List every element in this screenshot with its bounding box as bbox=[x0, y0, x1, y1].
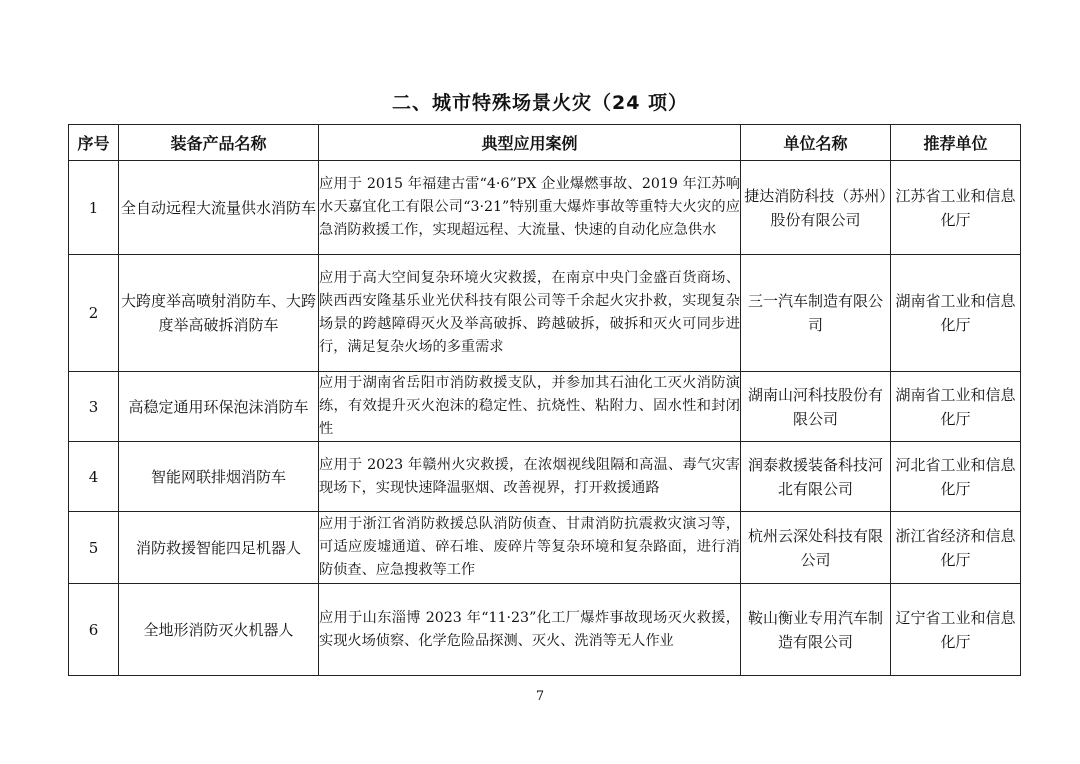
application-case: 应用于 2023 年赣州火灾救援，在浓烟视线阻隔和高温、毒气灾害现场下，实现快速降温驱烟、改善视界，打开救援通路 bbox=[319, 442, 741, 512]
application-case: 应用于浙江省消防救援总队消防侦查、甘肃消防抗震救灾演习等，可适应废墟通道、碎石堆、废碎片等复杂环境和复杂路面，进行消防侦查、应急搜救等工作 bbox=[319, 512, 741, 584]
application-case: 应用于 2015 年福建古雷“4·6”PX 企业爆燃事故、2019 年江苏响水天嘉宜化工有限公司“3·21”特别重大爆炸事故等重特大火灾的应急消防救援工作，实现超远程、大流量、快速的自动化应急供水 bbox=[319, 161, 741, 255]
company-name: 捷达消防科技（苏州）股份有限公司 bbox=[741, 161, 891, 255]
product-name: 大跨度举高喷射消防车、大跨度举高破拆消防车 bbox=[119, 255, 319, 372]
product-name: 全自动远程大流量供水消防车 bbox=[119, 161, 319, 255]
table-row bbox=[69, 512, 1021, 584]
recommender: 湖南省工业和信息化厅 bbox=[891, 255, 1021, 372]
page-number: 7 bbox=[535, 689, 545, 704]
recommender: 浙江省经济和信息化厅 bbox=[891, 512, 1021, 584]
application-case: 应用于山东淄博 2023 年“11·23”化工厂爆炸事故现场灭火救援，实现火场侦察、化学危险品探测、灭火、洗消等无人作业 bbox=[319, 584, 741, 676]
recommender: 湖南省工业和信息化厅 bbox=[891, 372, 1021, 442]
recommender: 辽宁省工业和信息化厅 bbox=[891, 584, 1021, 676]
company-name: 鞍山衡业专用汽车制造有限公司 bbox=[741, 584, 891, 676]
section-title: 二、城市特殊场景火灾（24 项） bbox=[391, 92, 689, 114]
row-index: 2 bbox=[69, 255, 119, 372]
company-name: 润泰救援装备科技河北有限公司 bbox=[741, 442, 891, 512]
product-name: 全地形消防灭火机器人 bbox=[119, 584, 319, 676]
row-index: 4 bbox=[69, 442, 119, 512]
header-index: 序号 bbox=[69, 125, 119, 161]
row-index: 5 bbox=[69, 512, 119, 584]
application-case: 应用于湖南省岳阳市消防救援支队，并参加其石油化工灭火消防演练，有效提升灭火泡沫的稳定性、抗烧性、粘附力、固水性和封闭性 bbox=[319, 372, 741, 442]
row-index: 6 bbox=[69, 584, 119, 676]
table-row bbox=[69, 372, 1021, 442]
recommender: 江苏省工业和信息化厅 bbox=[891, 161, 1021, 255]
table-row bbox=[69, 255, 1021, 372]
recommender: 河北省工业和信息化厅 bbox=[891, 442, 1021, 512]
product-name: 高稳定通用环保泡沫消防车 bbox=[119, 372, 319, 442]
table-header-row bbox=[69, 125, 1021, 161]
row-index: 1 bbox=[69, 161, 119, 255]
equipment-table bbox=[68, 124, 1021, 676]
application-case: 应用于高大空间复杂环境火灾救援，在南京中央门金盛百货商场、陕西西安隆基乐业光伏科技有限公司等千余起火灾扑救，实现复杂场景的跨越障碍灭火及举高破拆、跨越破拆，破拆和灭火可同步进行，满足复杂火场的多重需求 bbox=[319, 255, 741, 372]
header-recommender: 推荐单位 bbox=[891, 125, 1021, 161]
product-name: 智能网联排烟消防车 bbox=[119, 442, 319, 512]
row-index: 3 bbox=[69, 372, 119, 442]
company-name: 杭州云深处科技有限公司 bbox=[741, 512, 891, 584]
product-name: 消防救援智能四足机器人 bbox=[119, 512, 319, 584]
table-row bbox=[69, 442, 1021, 512]
header-application-case: 典型应用案例 bbox=[319, 125, 741, 161]
table-row bbox=[69, 584, 1021, 676]
table-row bbox=[69, 161, 1021, 255]
header-product-name: 装备产品名称 bbox=[119, 125, 319, 161]
company-name: 湖南山河科技股份有限公司 bbox=[741, 372, 891, 442]
header-company-name: 单位名称 bbox=[741, 125, 891, 161]
company-name: 三一汽车制造有限公司 bbox=[741, 255, 891, 372]
